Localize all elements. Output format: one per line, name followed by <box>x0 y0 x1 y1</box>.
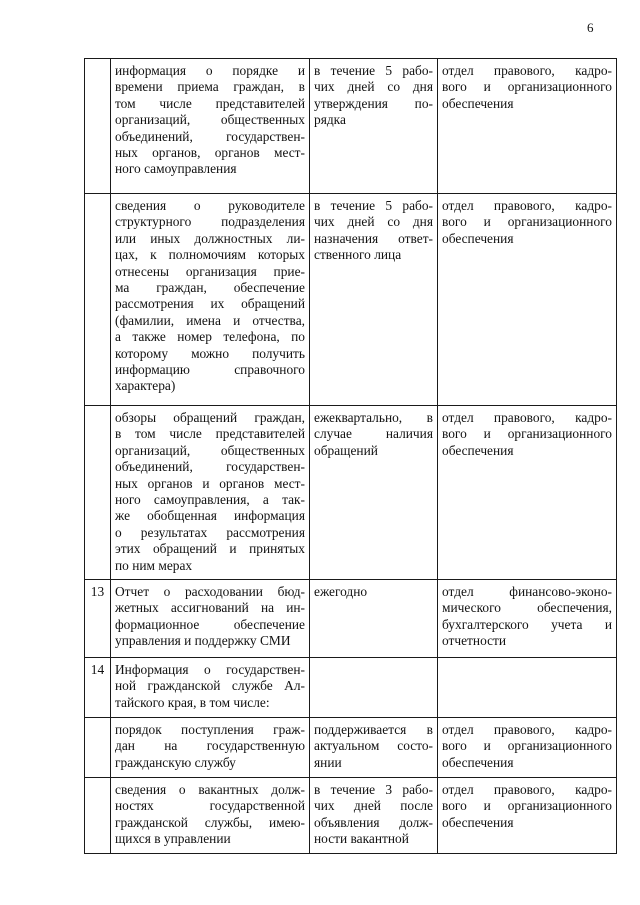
row-number: 14 <box>85 658 111 718</box>
item-responsible <box>438 718 617 778</box>
item-description-line: а также номер телефона, по <box>115 329 305 345</box>
item-description-line: в том числе представителей <box>115 426 305 442</box>
item-description-line: ных органов и органов мест- <box>115 475 305 491</box>
item-responsible-line: обеспечения <box>442 442 514 458</box>
item-description <box>111 194 310 406</box>
item-description-line: этих обращений и принятых <box>115 541 305 557</box>
item-description-line: информация о порядке и <box>115 63 305 78</box>
item-description-line: ного самоуправления, а так- <box>115 492 305 508</box>
item-period-line: рядка <box>314 112 346 128</box>
item-period-line: чих дней со дня <box>314 79 433 95</box>
item-responsible <box>438 580 617 658</box>
item-period <box>310 778 438 854</box>
item-description-line: по ним мерах <box>115 557 193 573</box>
table-row <box>85 59 617 194</box>
item-period <box>310 194 438 406</box>
table-row <box>85 778 617 854</box>
item-description-line: управления и поддержку СМИ <box>115 633 291 649</box>
item-responsible-line: вого и организационного <box>442 426 612 442</box>
item-responsible-line: отдел правового, кадро- <box>442 63 612 78</box>
item-description-line: которому можно получить <box>115 345 305 361</box>
item-description-line: организаций, общественных <box>115 442 305 458</box>
item-description-line: структурного подразделения <box>115 214 305 230</box>
item-responsible-line: отдел правового, кадро- <box>442 722 612 738</box>
table-row <box>85 718 617 778</box>
table-row <box>85 406 617 580</box>
item-period-line: ственного лица <box>314 247 402 263</box>
item-description <box>111 580 310 658</box>
item-responsible-line: вого и организационного <box>442 798 612 814</box>
item-period-line: обращений <box>314 442 378 458</box>
item-description-line: времени приема граждан, в <box>115 79 305 95</box>
item-description-line: тайского края, в том числе: <box>115 694 270 710</box>
item-responsible-line: вого и организационного <box>442 79 612 95</box>
item-period-line: чих дней после <box>314 798 433 814</box>
item-period-line: в течение 5 рабо- <box>314 63 433 78</box>
item-description-line: том числе представителей <box>115 95 305 111</box>
item-description-line: о результатах рассмотрения <box>115 524 305 540</box>
item-period-line: ежегодно <box>314 584 368 600</box>
item-description-line: ных органов, органов мест- <box>115 145 305 161</box>
item-responsible-line: обеспечения <box>442 95 514 111</box>
row-number <box>85 778 111 854</box>
item-description-line: обзоры обращений граждан, <box>115 410 305 425</box>
item-period <box>310 718 438 778</box>
item-period <box>310 59 438 194</box>
item-period <box>310 406 438 580</box>
item-description <box>111 658 310 718</box>
item-description-line: сведения о руководителе <box>115 198 305 213</box>
item-responsible-line: отдел финансово-эконо- <box>442 584 612 600</box>
item-period-line: актуальном состо- <box>314 738 433 754</box>
item-description-line: сведения о вакантных долж- <box>115 782 305 798</box>
table-row <box>85 194 617 406</box>
item-description-line: формационное обеспечение <box>115 616 305 632</box>
item-period-line: янии <box>314 754 342 770</box>
item-period-line: поддерживается в <box>314 722 433 738</box>
page-number: 6 <box>587 20 594 35</box>
item-responsible <box>438 778 617 854</box>
item-description <box>111 778 310 854</box>
item-description-line: (фамилии, имена и отчества, <box>115 312 305 328</box>
item-description-line: цах, к полномочиям которых <box>115 247 305 263</box>
item-period-line: ности вакантной <box>314 831 409 847</box>
item-responsible-line: отдел правового, кадро- <box>442 782 612 798</box>
row-number: 13 <box>85 580 111 658</box>
table-row <box>85 580 617 658</box>
item-description-line: порядок поступления граж- <box>115 722 305 738</box>
item-description-line: ного самоуправления <box>115 161 237 177</box>
item-description-line: щихся в управлении <box>115 831 231 847</box>
item-responsible-line: вого и организационного <box>442 738 612 754</box>
item-description-line: рассмотрения их обращений <box>115 296 305 312</box>
item-description-line: ностях государственной <box>115 798 305 814</box>
item-responsible-line: обеспечения <box>442 754 514 770</box>
item-period-line: чих дней со дня <box>314 214 433 230</box>
item-responsible-line: обеспечения <box>442 230 514 246</box>
row-number <box>85 718 111 778</box>
item-description-line: отнесены организация прие- <box>115 263 305 279</box>
item-responsible <box>438 194 617 406</box>
item-responsible <box>438 658 617 718</box>
item-period <box>310 580 438 658</box>
item-description <box>111 718 310 778</box>
item-responsible-line: отдел правового, кадро- <box>442 198 612 213</box>
item-description-line: дан на государственную <box>115 738 305 754</box>
item-description-line: или иных должностных ли- <box>115 230 305 246</box>
item-description-line: Отчет о расходовании бюд- <box>115 584 305 600</box>
item-description-line: объединений, государствен- <box>115 459 305 475</box>
item-description-line: ма граждан, обеспечение <box>115 280 305 296</box>
item-responsible-line: вого и организационного <box>442 214 612 230</box>
item-period-line: объявления долж- <box>314 814 433 830</box>
table-row <box>85 658 617 718</box>
item-description-line: организаций, общественных <box>115 112 305 128</box>
item-description-line: Информация о государствен- <box>115 662 305 678</box>
item-responsible-line: обеспечения <box>442 814 514 830</box>
item-description-line: жетных ассигнований на ин- <box>115 600 305 616</box>
item-description-line: информацию справочного <box>115 362 305 378</box>
item-description <box>111 406 310 580</box>
item-description-line: гражданской службы, имею- <box>115 814 305 830</box>
item-description <box>111 59 310 194</box>
item-description-line: характера) <box>115 378 176 394</box>
item-responsible-line: мического обеспечения, <box>442 600 612 616</box>
item-period <box>310 658 438 718</box>
table-body <box>85 59 617 854</box>
item-responsible <box>438 406 617 580</box>
item-description-line: ной гражданской службе Ал- <box>115 678 305 694</box>
item-responsible-line: отчетности <box>442 633 507 649</box>
item-description-line: же обобщенная информация <box>115 508 305 524</box>
item-period-line: утверждения по- <box>314 95 433 111</box>
item-responsible-line: бухгалтерского учета и <box>442 616 612 632</box>
item-responsible <box>438 59 617 194</box>
row-number <box>85 194 111 406</box>
item-period-line: назначения ответ- <box>314 230 433 246</box>
item-description-line: объединений, государствен- <box>115 128 305 144</box>
item-period-line: ежеквартально, в <box>314 410 433 425</box>
row-number <box>85 59 111 194</box>
item-description-line: гражданскую службу <box>115 754 236 770</box>
information-table <box>84 58 617 854</box>
item-period-line: в течение 5 рабо- <box>314 198 433 213</box>
item-period-line: случае наличия <box>314 426 433 442</box>
item-period-line: в течение 3 рабо- <box>314 782 433 798</box>
row-number <box>85 406 111 580</box>
item-responsible-line: отдел правового, кадро- <box>442 410 612 425</box>
